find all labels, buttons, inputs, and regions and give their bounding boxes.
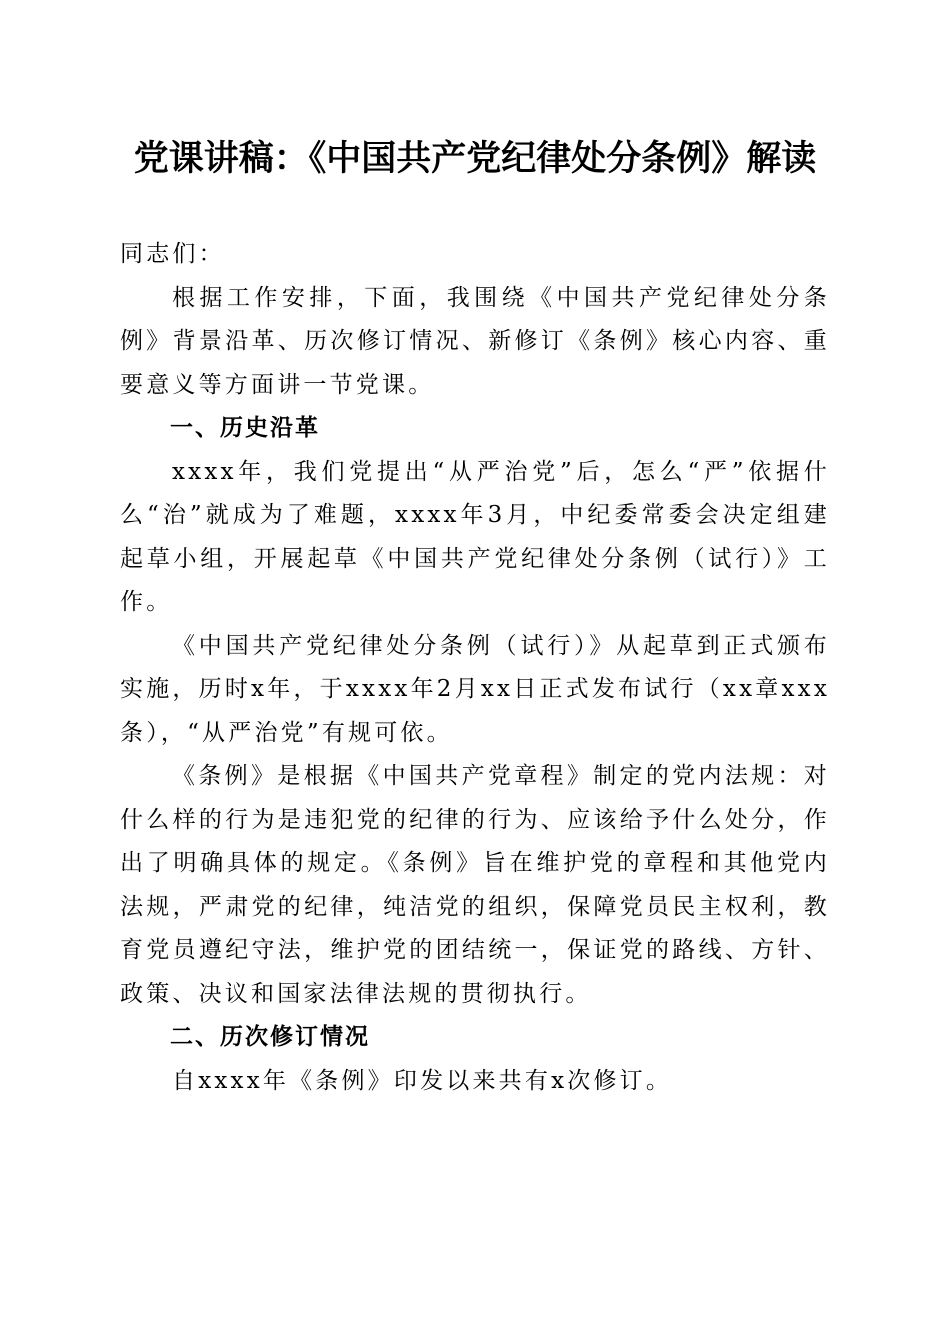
- history-paragraph-1: xxxx年，我们党提出“从严治党”后，怎么“严”依据什么“治”就成为了难题，xxxx年3月，中纪委常委会决定组建起草小组，开展起草《中国共产党纪律处分条例（试行）》工作。: [120, 458, 830, 615]
- history-paragraph-2: 《中国共产党纪律处分条例（试行）》从起草到正式颁布实施，历时x年，于xxxx年2月xx日正式发布试行（xx章xxx条），“从严治党”有规可依。: [120, 632, 830, 746]
- revisions-paragraph-1: 自xxxx年《条例》印发以来共有x次修订。: [172, 1067, 673, 1094]
- history-paragraph-3: 《条例》是根据《中国共产党章程》制定的党内法规：对什么样的行为是违犯党的纪律的行为、应该给予什么处分，作出了明确具体的规定。《条例》旨在维护党的章程和其他党内法规，严肃党的纪律，纯洁党的组织，保障党员民主权利，教育党员遵纪守法，维护党的团结统一，保证党的路线、方针、政策、决议和国家法律法规的贯彻执行。: [120, 763, 830, 1007]
- intro-paragraph: 根据工作安排，下面，我围绕《中国共产党纪律处分条例》背景沿革、历次修订情况、新修订《条例》核心内容、重要意义等方面讲一节党课。: [120, 284, 830, 398]
- document-title: 党课讲稿：《中国共产党纪律处分条例》解读: [133, 139, 817, 179]
- section-heading-history: 一、历史沿革: [170, 415, 320, 441]
- section-heading-revisions: 二、历次修订情况: [170, 1024, 370, 1050]
- document-body: [120, 233, 830, 1103]
- salutation: 同志们：: [120, 241, 225, 267]
